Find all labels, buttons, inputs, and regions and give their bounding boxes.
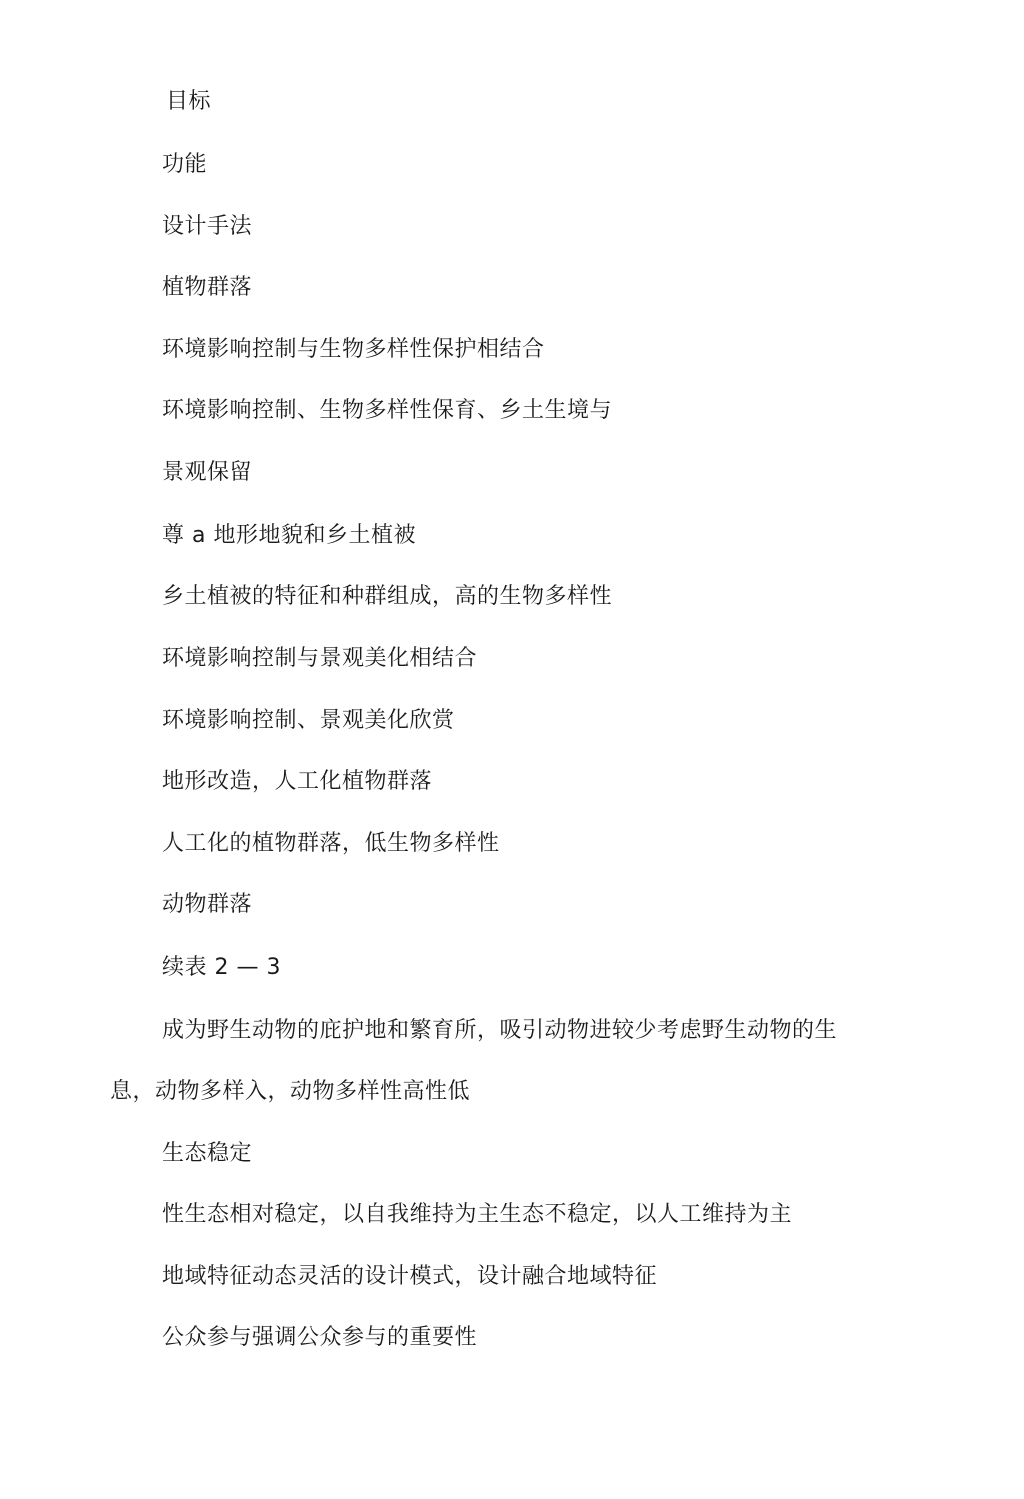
text-line: 尊 a 地形地貌和乡土植被	[162, 523, 416, 548]
text-line: 人工化的植物群落，低生物多样性	[162, 831, 500, 856]
text-line: 环境影响控制与生物多样性保护相结合	[162, 337, 545, 362]
text-line: 环境影响控制、生物多样性保育、乡土生境与	[162, 398, 613, 423]
text-line: 环境影响控制与景观美化相结合	[162, 646, 478, 671]
table-continuation-label: 续表 2 — 3	[162, 955, 281, 980]
text-line-animal-community: 动物群落	[162, 892, 253, 917]
text-line: 景观保留	[162, 460, 253, 485]
text-line: 性生态相对稳定，以自我维持为主生态不稳定，以人工维持为主	[162, 1202, 793, 1227]
text-line: 地域特征动态灵活的设计模式，设计融合地域特征	[162, 1264, 658, 1289]
text-line-function: 功能	[162, 152, 208, 177]
paragraph-line: 成为野生动物的庇护地和繁育所，吸引动物进较少考虑野生动物的生	[162, 1018, 838, 1043]
text-line: 公众参与强调公众参与的重要性	[162, 1325, 478, 1350]
text-line-goal: 目标	[166, 89, 212, 114]
text-line: 环境影响控制、景观美化欣赏	[162, 708, 455, 733]
paragraph-line-continuation: 息，动物多样入，动物多样性高性低	[110, 1079, 471, 1104]
text-line: 地形改造，人工化植物群落	[162, 769, 433, 794]
text-line-plant-community: 植物群落	[162, 275, 253, 300]
text-line-design-method: 设计手法	[162, 214, 253, 239]
text-line: 乡土植被的特征和种群组成，高的生物多样性	[162, 584, 613, 609]
text-line-ecological-stability: 生态稳定	[162, 1141, 253, 1166]
